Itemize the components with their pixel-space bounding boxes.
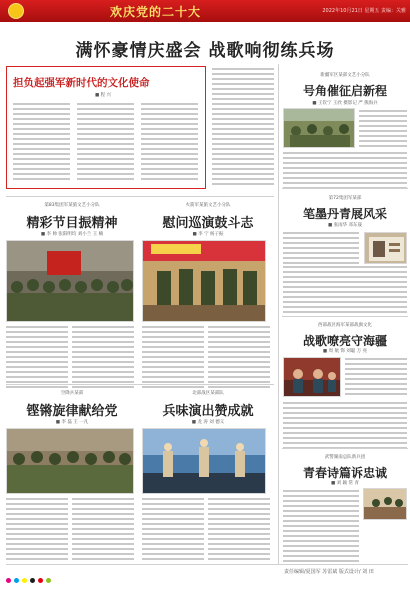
article-body: [359, 110, 407, 150]
lead-article-body: [77, 103, 134, 183]
section-divider: [282, 448, 408, 449]
article-title: 笔墨丹青展风采: [302, 207, 387, 221]
lead-article-title: 担负起强军新时代的文化使命: [13, 77, 150, 89]
article-byline: ■ 王钦宁 王欣 摄影记 严 熊海兵: [312, 101, 378, 106]
article-body: [283, 152, 407, 192]
article-body: [6, 326, 68, 391]
article-body: [208, 498, 270, 563]
article-photo: [6, 428, 134, 494]
footer-rule: [6, 564, 408, 565]
section-divider: [6, 196, 274, 197]
article-title: 号角催征启新程: [302, 84, 387, 98]
article-photo: [142, 428, 266, 494]
article-title: 慰问巡演鼓斗志: [162, 216, 254, 231]
article-body: [283, 402, 407, 452]
article-photo: [363, 488, 407, 520]
page-headline: 满怀豪情庆盛会 战歌响彻练兵场: [75, 41, 335, 61]
article-body: [72, 326, 134, 391]
article-title: 青春诗篇诉忠诚: [302, 466, 387, 480]
column-divider: [278, 64, 279, 564]
article-kicker: 第72集团军某部: [328, 196, 362, 201]
article-photo: [6, 240, 134, 322]
article-title: 精彩节目振精神: [26, 216, 118, 231]
article-body: [208, 326, 270, 391]
article-byline: ■ 刘 颖 常 青: [331, 481, 359, 486]
article-body: [283, 490, 359, 565]
article-byline: ■ 龙 涛 刘 德义: [191, 420, 225, 425]
article-title: 兵味演出赞成就: [162, 404, 254, 419]
article-byline: ■ 张雨华 邓东晟: [327, 223, 363, 228]
article-body: [142, 498, 204, 563]
article-kicker: 西部战区海军某部战旗文化: [318, 323, 372, 328]
article-photo: [364, 232, 407, 264]
banner-title: 欢庆党的二十大: [110, 5, 202, 19]
lead-article-box: [6, 66, 206, 189]
article-body: [142, 326, 204, 391]
party-emblem-icon: [8, 3, 24, 19]
section-divider: [282, 316, 408, 317]
article-kicker: 北部战区某部队: [192, 391, 224, 396]
article-kicker: 新疆军区某部文艺小分队: [320, 73, 370, 78]
article-body: [212, 68, 274, 188]
top-banner: [0, 0, 410, 22]
article-byline: ■ 李 磊 王 一凡: [55, 420, 89, 425]
footer-editors: 责任编辑/夏国军 苏雷斌 版式设计/ 刘 田: [284, 569, 374, 575]
article-kicker: 空降兵某部: [60, 391, 84, 396]
article-body: [72, 498, 134, 563]
article-byline: ■ 周 航 饰 刘聪 万 亮: [322, 349, 368, 354]
article-kicker: 武警湖南总队新兵团: [324, 455, 366, 460]
lead-article-body: [141, 103, 198, 183]
lead-article-body: [13, 103, 70, 183]
article-photo: [283, 108, 355, 148]
article-body: [283, 232, 359, 267]
section-divider: [6, 384, 274, 385]
article-body: [283, 266, 407, 316]
banner-date: 2022年10月21日 星期五 责编：关雅: [322, 8, 406, 14]
article-photo: [283, 357, 341, 397]
article-title: 铿锵旋律献给党: [26, 404, 118, 419]
article-byline: ■ 李 帅 张阳明均 刘小兰 王 楠: [40, 232, 104, 237]
article-body: [345, 358, 407, 398]
lead-article-byline: ■ 程 兴: [95, 93, 112, 98]
article-byline: ■ 李 宁 杨子振: [192, 232, 224, 237]
article-title: 战歌嘹亮守海疆: [302, 334, 387, 348]
article-photo: [142, 240, 266, 322]
article-kicker: 第83集团军某旅文艺小分队: [44, 203, 100, 208]
color-bar: [6, 578, 51, 583]
article-body: [6, 498, 68, 563]
section-divider: [282, 188, 408, 189]
article-kicker: 火箭军某旅文艺小分队: [185, 203, 231, 208]
